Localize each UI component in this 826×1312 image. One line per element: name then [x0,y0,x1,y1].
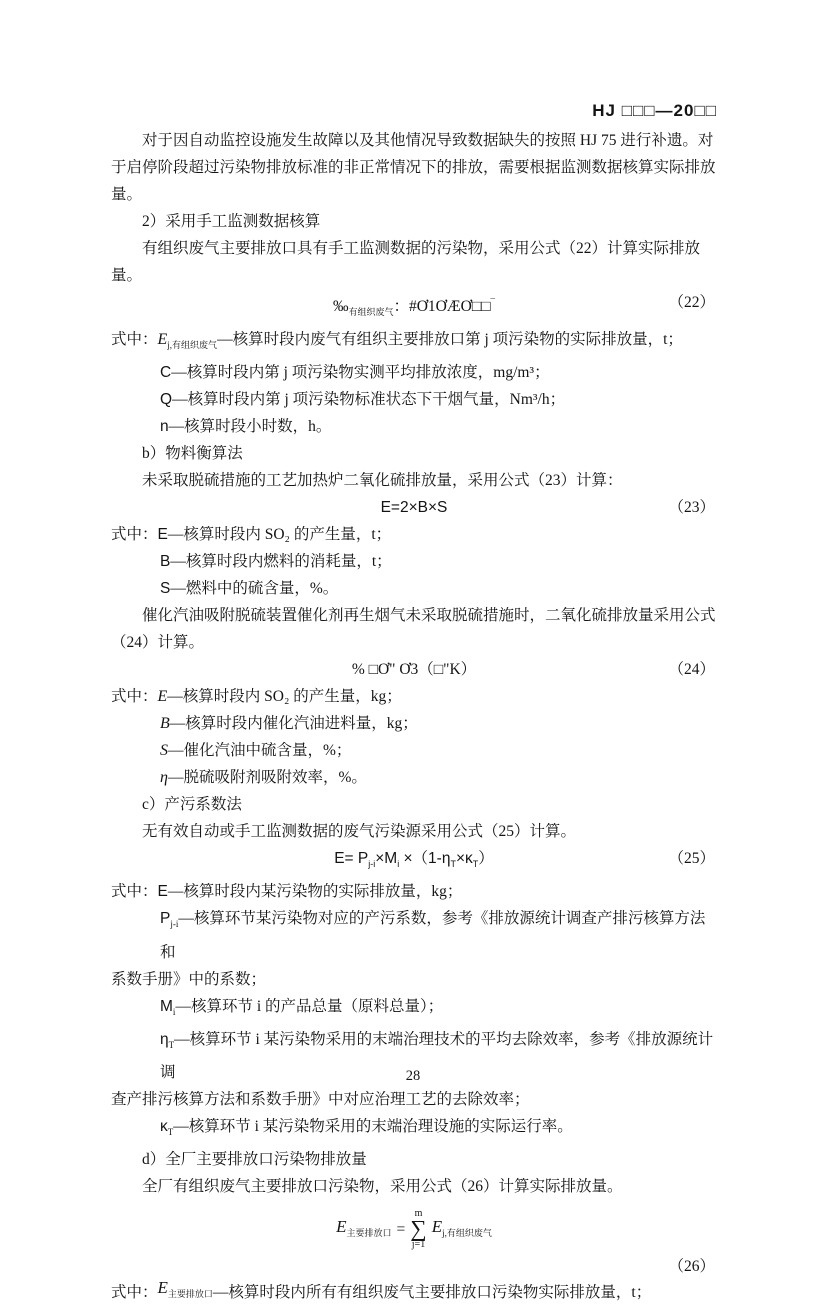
symbol-B: B [160,715,170,733]
definition-P [111,905,717,965]
summation-lower: j=1 [411,1239,426,1251]
formula-run: ） [478,850,494,868]
paragraph-line: 全厂有组织废气主要排放口污染物，采用公式（26）计算实际排放量。 [142,1177,623,1195]
formula-sub: T [450,859,456,870]
definition-M [111,993,717,1026]
symbol-E-subscript: j,有组织废气 [167,340,218,351]
definition-text: —核算时段内所有有组织废气主要排放口污染物实际排放量，t； [212,1283,652,1301]
paragraph-line: 催化汽油吸附脱硫装置催化剂再生烟气未采取脱硫措施时，二氧化硫排放量采用公式 [142,607,716,625]
summation-symbol [410,1209,426,1250]
formula-22-subscript: 有组织废气 [348,307,394,318]
where-label: 式中： [111,1283,158,1301]
symbol-P: P [160,910,171,928]
symbol-kappa-subscript: T [167,1126,174,1137]
where-label: 式中： [111,331,158,349]
where-label: 式中： [111,688,158,706]
paragraph-line [111,127,717,154]
definition-eta-continued: 查产排污核算方法和系数手册》中对应治理工艺的去除效率； [111,1090,530,1108]
formula-run: ×κ [455,850,473,868]
equation-number-23: （23） [668,499,715,517]
symbol-E: E [157,688,168,706]
where-clause-23 [111,521,717,548]
definition-text: —燃料中的硫含量，%。 [170,580,339,598]
formula-26-lhs [336,1213,391,1247]
formula-23-body: E=2×B×S [380,499,448,517]
doc-code-header: HJ □□□—20□□ [592,101,717,120]
formula-26-lhs-inline [157,1277,213,1299]
sigma-glyph: ∑ [410,1216,427,1242]
where-clause-24 [111,683,717,710]
definition-text: —核算环节某污染物对应的产污系数，参考《排放源统计调查产排污核算方法和 [160,910,706,961]
equals-sign: = [396,1221,406,1239]
symbol-kappa: κ [160,1117,168,1135]
paragraph-line: 无有效自动或手工监测数据的废气污染源采用公式（25）计算。 [142,823,577,841]
equation-number-24: （24） [668,661,715,679]
formula-23 [111,494,717,521]
symbol-Q: Q [160,391,173,409]
formula-24-body: % □Ơ" Ơ3（□"K） [351,661,477,679]
symbol-B: B [160,553,171,571]
formula-run: ×M [375,850,398,868]
page-content [111,99,717,1312]
definition-eta [111,764,717,791]
formula-26-body [111,1204,717,1256]
formula-22-garbled: ：#Ơ1ƠÆƠ□□ [393,298,491,316]
definition-kappa [111,1113,717,1146]
definition-S [111,737,717,764]
symbol-E-subscript: 主要排放口 [346,1227,392,1238]
definition-text: —核算时段内某污染物的实际排放量，kg； [167,883,463,901]
symbol-M-subscript: i [172,1006,176,1017]
paragraph-line: 于启停阶段超过污染物排放标准的非正常情况下的排放，需要根据监测数据核算实际排放量。 [111,159,716,203]
formula-26-rhs [432,1213,492,1247]
symbol-C: C [160,364,172,382]
where-clause-26 [111,1278,717,1312]
formula-22-body [332,297,496,318]
symbol-E: E [336,1216,347,1236]
formula-22-glyph: ‰ [332,298,349,316]
symbol-E: E [431,1216,443,1236]
definition-text: —核算时段内 SO₂ 的产生量，kg； [167,688,402,706]
definition-text: —核算时段内废气有组织主要排放口第 j 项污染物的实际排放量，t； [217,331,683,349]
formula-sub: j-i [368,859,376,870]
where-label: 式中： [111,883,158,901]
list-item-b: b）物料衡算法 [142,445,243,463]
definition-text: —脱硫吸附剂吸附效率，%。 [167,769,367,787]
symbol-eta: η [160,1030,169,1048]
page-number: 28 [405,1068,421,1084]
symbol-S: S [160,742,168,760]
symbol-E-subscript: 主要排放口 [167,1288,213,1299]
equation-number-22: （22） [668,294,715,311]
where-clause-22 [111,326,717,359]
definition-text: —核算时段内 SO₂ 的产生量，t； [167,526,392,544]
symbol-E-subscript: j,有组织废气 [442,1227,492,1238]
definition-text: —核算时段小时数，h。 [168,418,332,436]
symbol-E: E [157,1277,168,1297]
summation-upper: m [414,1208,423,1220]
symbol-E: E [157,526,168,544]
definition-text: —核算时段内催化汽油进料量，kg； [169,715,418,733]
definition-S [111,575,717,602]
definition-B [111,710,717,737]
paragraph-line: （24）计算。 [111,634,205,652]
symbol-eta-subscript: T [168,1039,175,1050]
where-clause-25 [111,878,717,905]
symbol-eta: η [160,769,168,787]
symbol-P-subscript: j-i [170,919,179,930]
definition-text: —核算时段内第 j 项污染物标准状态下干烟气量，Nm³/h； [172,391,566,409]
list-item-d: d）全厂主要排放口污染物排放量 [142,1150,367,1168]
formula-25-body [334,850,494,870]
where-label: 式中： [111,526,158,544]
symbol-E: E [157,883,168,901]
formula-run: ×（1-η [399,850,451,868]
paragraph-line: 未采取脱硫措施的工艺加热炉二氧化硫排放量，采用公式（23）计算： [142,472,623,490]
equation-number-26: （26） [668,1257,715,1275]
paragraph-text: 对于因自动监控设施发生故障以及其他情况导致数据缺失的按照 HJ 75 进行补遗。对 [142,132,714,149]
formula-22 [111,289,717,326]
list-item-2: 2）采用手工监测数据核算 [142,213,321,230]
symbol-S: S [160,580,171,598]
paragraph-line: 有组织废气主要排放口具有手工监测数据的污染物，采用公式（22）计算实际排放量。 [111,240,701,284]
definition-Q [111,386,717,413]
formula-run: E= P [334,850,369,868]
formula-22-tick: ¯ [490,297,496,307]
definition-P-continued: 系数手册》中的系数； [111,970,267,988]
definition-text: —核算时段内第 j 项污染物实测平均排放浓度，mg/m³； [171,364,550,382]
list-item-c: c）产污系数法 [142,796,242,814]
definition-n [111,413,717,440]
definition-text: —核算环节 i 某污染物采用的末端治理设施的实际运行率。 [173,1117,573,1135]
definition-text: —催化汽油中硫含量，%； [168,742,352,760]
definition-text: —核算时段内燃料的消耗量，t； [170,553,392,571]
definition-B [111,548,717,575]
definition-C [111,359,717,386]
symbol-E: E [157,331,168,349]
formula-24 [111,656,717,683]
formula-25 [111,845,717,878]
formula-26 [111,1200,717,1278]
symbol-M: M [160,997,173,1015]
equation-number-25: （25） [668,850,715,868]
definition-text: —核算环节 i 的产品总量（原料总量）； [175,997,444,1015]
symbol-n: n [160,418,169,436]
definition-text: —核算环节 i 某污染物采用的末端治理技术的平均去除效率，参考《排放源统计调 [160,1030,714,1081]
formula-sub: i [397,859,400,870]
formula-sub: T [472,859,479,870]
